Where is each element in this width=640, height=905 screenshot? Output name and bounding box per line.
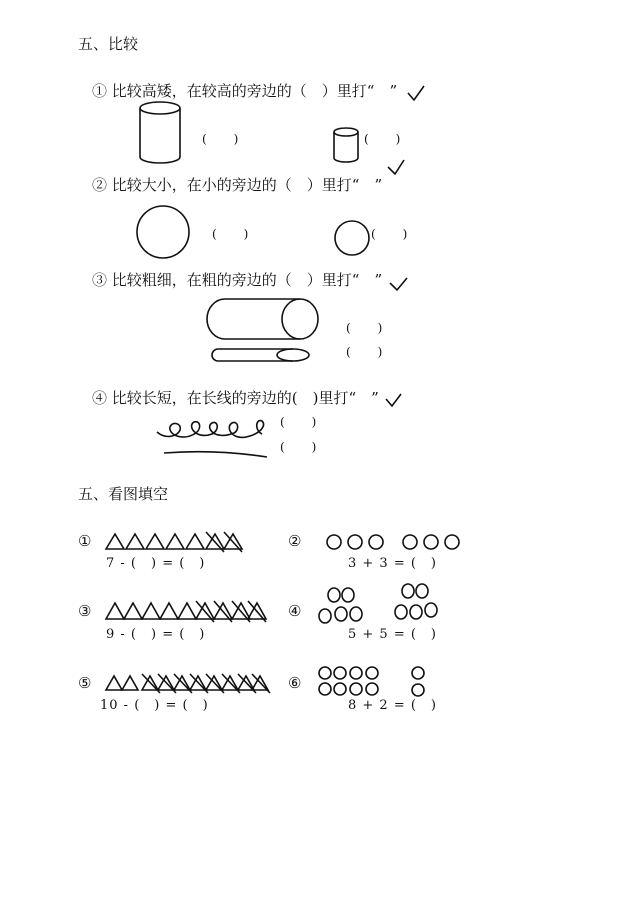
- crossed-triangle-icon: [224, 532, 242, 552]
- question-1-text: ① 比较高矮，在较高的旁边的（ ）里打“ ”: [92, 82, 398, 100]
- small-circle-icon: [348, 535, 362, 549]
- problem-5-equation[interactable]: 10 - ( ) = ( ): [100, 698, 209, 713]
- small-circle-icon: [350, 667, 362, 679]
- circle-icon: [335, 221, 369, 255]
- problem-3-figures: [106, 601, 266, 622]
- small-circle-icon: [412, 667, 424, 679]
- answer-blank-curly-line[interactable]: ( ): [280, 415, 318, 429]
- small-circle-icon: [369, 535, 383, 549]
- triangle-icon: [124, 603, 142, 619]
- problem-6-figures: [319, 667, 424, 696]
- small-circle-icon: [445, 535, 459, 549]
- check-mark-icon: [388, 160, 404, 174]
- small-circle-icon: [416, 584, 428, 598]
- small-circle-icon: [319, 609, 331, 623]
- problem-6-number: ⑥: [288, 674, 302, 692]
- triangle-icon: [166, 534, 184, 549]
- small-circle-icon: [334, 667, 346, 679]
- check-mark-icon: [390, 278, 407, 290]
- small-circle-icon: [403, 535, 417, 549]
- small-circle-icon: [350, 607, 362, 621]
- small-circle-icon: [334, 683, 346, 695]
- triangle-icon: [122, 676, 138, 690]
- problem-5-number: ⑤: [78, 674, 92, 692]
- answer-blank-short[interactable]: ( ): [364, 132, 402, 146]
- answer-blank-small-circle[interactable]: ( ): [371, 227, 409, 241]
- small-circle-icon: [366, 683, 378, 695]
- curly-line-icon: [157, 421, 264, 438]
- problem-6-equation[interactable]: 8 + 2 = ( ): [348, 698, 438, 713]
- check-mark-icon: [408, 86, 424, 100]
- section-title-fill: 五、看图填空: [78, 485, 169, 503]
- small-circle-icon: [327, 535, 341, 549]
- triangle-icon: [106, 534, 124, 549]
- small-circle-icon: [350, 683, 362, 695]
- triangle-icon: [146, 534, 164, 549]
- small-circle-icon: [395, 605, 407, 619]
- small-circle-icon: [319, 683, 331, 695]
- answer-blank-thick[interactable]: ( ): [346, 321, 384, 335]
- crossed-triangle-icon: [214, 601, 232, 622]
- problem-3-number: ③: [78, 602, 92, 620]
- answer-blank-big-circle[interactable]: ( ): [212, 227, 250, 241]
- small-circle-icon: [335, 607, 347, 621]
- problem-4-figures: [319, 584, 437, 623]
- small-circle-icon: [366, 667, 378, 679]
- cylinder-icon: [207, 299, 318, 339]
- problem-4-equation[interactable]: 5 + 5 = ( ): [348, 627, 438, 642]
- straight-line-icon: [164, 452, 267, 457]
- small-circle-icon: [410, 605, 422, 619]
- triangle-icon: [178, 603, 196, 619]
- triangle-icon: [160, 603, 178, 619]
- cylinder-icon: [212, 349, 309, 361]
- section-title-compare: 五、比较: [78, 35, 139, 53]
- check-mark-icon: [386, 394, 401, 406]
- answer-blank-thin[interactable]: ( ): [346, 345, 384, 359]
- crossed-triangle-icon: [206, 532, 224, 552]
- small-circle-icon: [342, 588, 354, 602]
- small-circle-icon: [424, 535, 438, 549]
- triangle-icon: [142, 603, 160, 619]
- answer-blank-straight-line[interactable]: ( ): [280, 440, 318, 454]
- crossed-triangle-icon: [248, 601, 266, 622]
- small-circle-icon: [402, 584, 414, 598]
- circle-icon: [137, 206, 189, 258]
- problem-5-figures: [106, 674, 270, 693]
- triangle-icon: [106, 676, 122, 690]
- crossed-triangle-icon: [252, 674, 270, 693]
- problem-2-equation[interactable]: 3 + 3 = ( ): [348, 556, 438, 571]
- small-circle-icon: [425, 603, 437, 617]
- small-circle-icon: [328, 588, 340, 602]
- triangle-icon: [126, 534, 144, 549]
- question-4-text: ④ 比较长短，在长线的旁边的( )里打“ ”: [92, 389, 379, 407]
- problem-2-number: ②: [288, 532, 302, 550]
- problem-1-figures: [106, 532, 242, 552]
- triangle-icon: [106, 603, 124, 619]
- small-circle-icon: [412, 684, 424, 696]
- problem-1-number: ①: [78, 532, 92, 550]
- answer-blank-tall[interactable]: ( ): [202, 132, 240, 146]
- small-circle-icon: [319, 667, 331, 679]
- cylinder-icon: [334, 128, 358, 162]
- problem-3-equation[interactable]: 9 - ( ) = ( ): [106, 627, 206, 642]
- cylinder-icon: [140, 102, 180, 163]
- problem-4-number: ④: [288, 602, 302, 620]
- triangle-icon: [186, 534, 204, 549]
- problem-1-equation[interactable]: 7 - ( ) = ( ): [106, 556, 206, 571]
- problem-2-figures: [327, 535, 459, 549]
- question-2-text: ② 比较大小，在小的旁边的（ ）里打“ ”: [92, 176, 383, 194]
- question-3-text: ③ 比较粗细，在粗的旁边的（ ）里打“ ”: [92, 271, 383, 289]
- crossed-triangle-icon: [196, 601, 214, 622]
